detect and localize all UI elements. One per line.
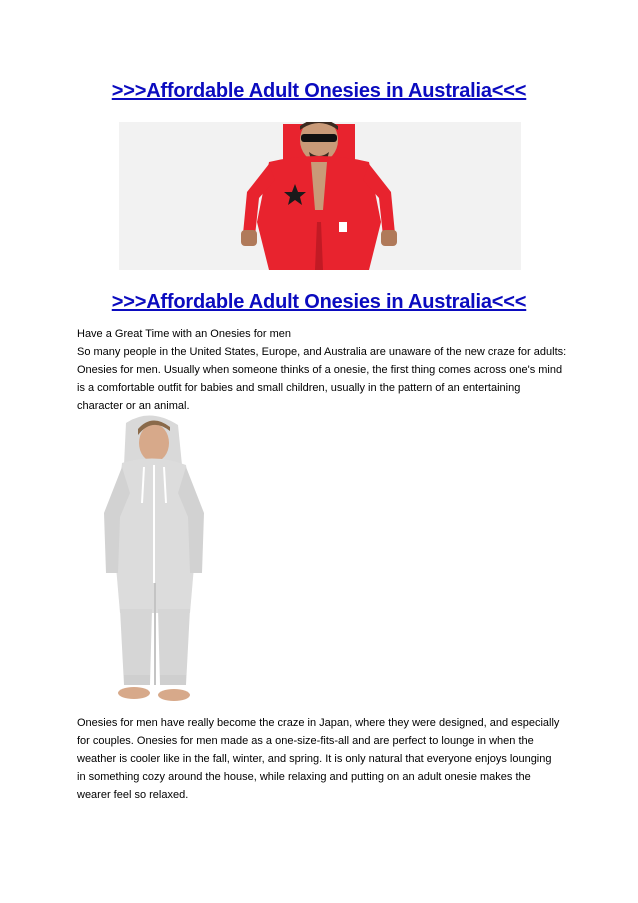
red-onesie-illustration: [119, 122, 521, 270]
intro-line: Onesies for men. Usually when someone thinks of a onesie, the first thing comes across one's mind: [77, 364, 563, 376]
second-line: weather is cooler like in the fall, winter, and spring. It is only natural that everyone enjoys lounging: [77, 753, 552, 765]
second-line: wearer feel so relaxed.: [77, 789, 189, 801]
red-onesie-photo: [119, 122, 521, 270]
intro-line: character or an animal.: [77, 400, 190, 412]
section-title-link[interactable]: >>>Affordable Adult Onesies in Australia<<<: [111, 291, 527, 313]
page-title-link[interactable]: >>>Affordable Adult Onesies in Australia<<<: [111, 80, 527, 102]
intro-line: Have a Great Time with an Onesies for men: [77, 328, 291, 340]
second-line: for couples. Onesies for men made as a one-size-fits-all and are perfect to lounge in when the: [77, 735, 534, 747]
intro-line: is a comfortable outfit for babies and small children, usually in the pattern of an entertaining: [77, 382, 521, 394]
grey-onesie-illustration: [86, 413, 230, 708]
intro-paragraph: [77, 325, 567, 415]
intro-line: So many people in the United States, Europe, and Australia are unaware of the new craze for adults:: [77, 346, 567, 358]
grey-onesie-photo: [86, 413, 230, 708]
second-paragraph: [77, 714, 567, 804]
second-line: Onesies for men have really become the craze in Japan, where they were designed, and especially: [77, 717, 560, 729]
second-line: in something cozy around the house, while relaxing and putting on an adult onesie makes the: [77, 771, 531, 783]
